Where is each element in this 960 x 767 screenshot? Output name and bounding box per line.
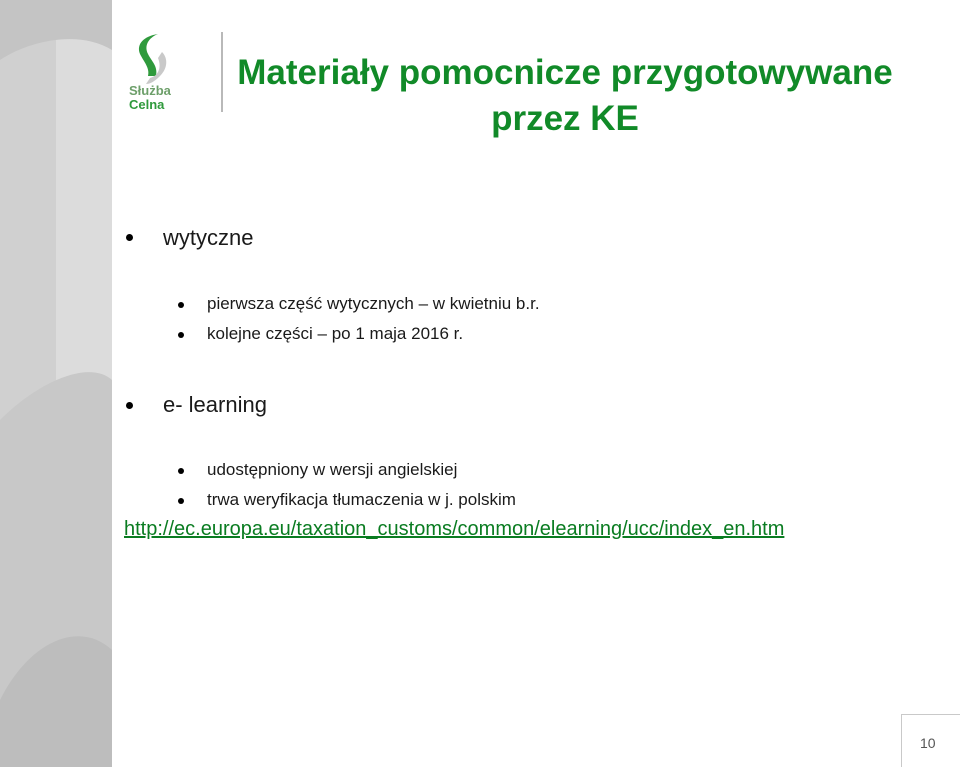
section-heading-elearning: e- learning bbox=[163, 392, 267, 417]
bullet-icon bbox=[178, 332, 184, 338]
logo-mark-green bbox=[139, 34, 158, 76]
bullet-icon bbox=[178, 468, 184, 474]
page-number-box bbox=[901, 714, 960, 767]
list-item: trwa weryfikacja tłumaczenia w j. polskim bbox=[207, 490, 516, 509]
background-decoration bbox=[0, 0, 120, 767]
section-heading-wytyczne: wytyczne bbox=[163, 225, 254, 250]
list-item: kolejne części – po 1 maja 2016 r. bbox=[207, 324, 464, 343]
list-item: udostępniony w wersji angielskiej bbox=[207, 460, 458, 479]
slide-title bbox=[185, 50, 945, 142]
title-line2: przez KE bbox=[491, 99, 639, 138]
logo-line2: Celna bbox=[129, 97, 165, 112]
bullet-icon bbox=[178, 498, 184, 504]
logo-line1: Służba bbox=[129, 83, 171, 98]
bullet-icon bbox=[178, 302, 184, 308]
bullet-icon bbox=[126, 234, 133, 241]
title-line1: Materiały pomocnicze przygotowywane bbox=[237, 53, 893, 92]
page-number: 10 bbox=[920, 735, 936, 751]
bullet-icon bbox=[126, 402, 133, 409]
elearning-link[interactable]: http://ec.europa.eu/taxation_customs/common/elearning/ucc/index_en.htm bbox=[124, 518, 785, 540]
list-item: pierwsza część wytycznych – w kwietniu b.r. bbox=[207, 294, 540, 313]
logo-wordmark bbox=[129, 84, 171, 112]
